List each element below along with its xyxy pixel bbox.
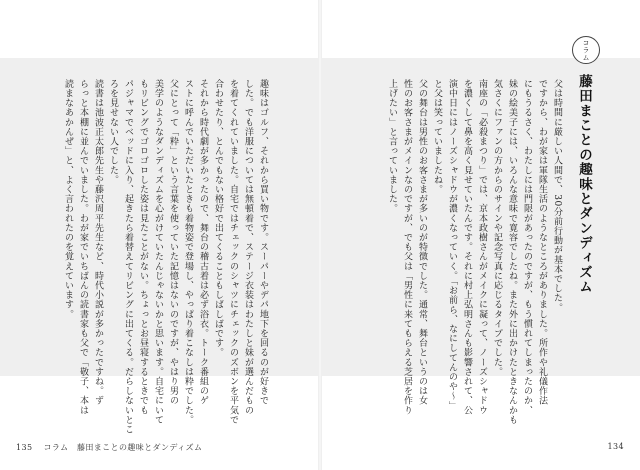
body-line: それから時代劇が多かったので、舞台の稽古着は必ず浴衣。トーク番組のゲ [198, 79, 208, 406]
body-line: 趣味はゴルフ、それから買い物です。スーパーやデパ地下を回るのが好きで [258, 79, 268, 406]
body-line: 父の舞台は男性のお客さまが多いのが特徴でした。通常、舞台というのは女 [417, 79, 427, 406]
body-line: ストに呼んでいただいたときも着物姿で登場し、やっぱり着こなしは粋でした。 [183, 79, 193, 425]
body-line: 上げたい」と言っていました。 [387, 79, 397, 214]
body-line: 読書は池波正太郎先生や藤沢周平先生など、時代小説が多かったですね。ず [93, 79, 103, 406]
body-line: を濃くして鼻を高く見せていたんです。それに村上弘明さんも影響されて、公 [462, 79, 472, 415]
body-line: パジャマでベッドに入り、起きたら着替えてリビングに出てくる。だらしないとこ [123, 79, 133, 435]
right-page-footer [608, 442, 624, 451]
right-page-body [384, 70, 564, 425]
body-line: ですから、わが家は軍隊生活のようなところがありました。所作や礼儀作法 [537, 79, 547, 406]
body-line: にもうるさく、わたしには門限があったのですが、もう慣れてしまったのか、 [522, 79, 532, 415]
body-line: を着てくれていました。自宅ではチェックのシャツにチェックのズボンを平気で [228, 79, 238, 425]
body-line: もリビングでゴロゴロした姿は見たことがない。ちょっとお昼寝するときでも [138, 79, 148, 415]
body-line: 美学のようなダンディズムを心がけていたんじゃないかと思います。自宅にいて [153, 79, 163, 425]
body-line: と父は笑っていましたね。 [432, 79, 442, 195]
column-title: 藤田まことの趣味とダンディズム [576, 74, 592, 295]
column-tag-label: コラム [582, 38, 590, 62]
column-tag-badge [572, 36, 600, 64]
body-line: 気さくにファンの方からのサインや記念写真に応じるタイプでした。 [492, 79, 502, 377]
right-page-number: 134 [607, 442, 624, 451]
body-line: 読まなあかんぜ」と、よく言われたのを覚えています。 [63, 79, 73, 319]
column-title-block [570, 36, 604, 366]
body-line: 父は時間に厳しい人間で、30分前行動が基本でした。 [552, 79, 562, 313]
body-line: 演中日にはノーズシャドウが濃くなっていく。「お前ら、なにしてんのや～」 [447, 79, 457, 411]
body-line: 父にとって「粋」という言葉を使っていた記憶はないのですが、やはり男の [168, 79, 178, 406]
body-line: 合わせたり、とんでもない格好で出てくることもしばしばです。 [213, 79, 223, 358]
left-page-footer [16, 442, 202, 453]
body-line: らっと本棚に並んでいました。わが家でいちばんの読書家も父で「敬子、本は [78, 79, 88, 415]
body-line: 妹の絵美子には、いろんな意味で寛容でしたね。また外に出かけたときなんかも [507, 79, 517, 425]
body-line: ろを見せない人でした。 [108, 79, 118, 185]
left-page-number: 135 [16, 443, 33, 452]
book-gutter [318, 0, 322, 470]
body-line: 南座の「必殺まつり」では、京本政樹さんがメイクに凝って、ノーズシャドウ [477, 79, 487, 415]
body-line: した。でも洋服については無頓着で、ステージ衣装はわたしと妹が選んだもの [243, 79, 253, 415]
body-line: 性のお客さまがメインなのですが、でも父は「男性に来てもらえる芝居を作り [402, 79, 412, 415]
left-page-body [60, 70, 270, 435]
running-head: コラム 藤田まことの趣味とダンディズム [43, 443, 203, 452]
